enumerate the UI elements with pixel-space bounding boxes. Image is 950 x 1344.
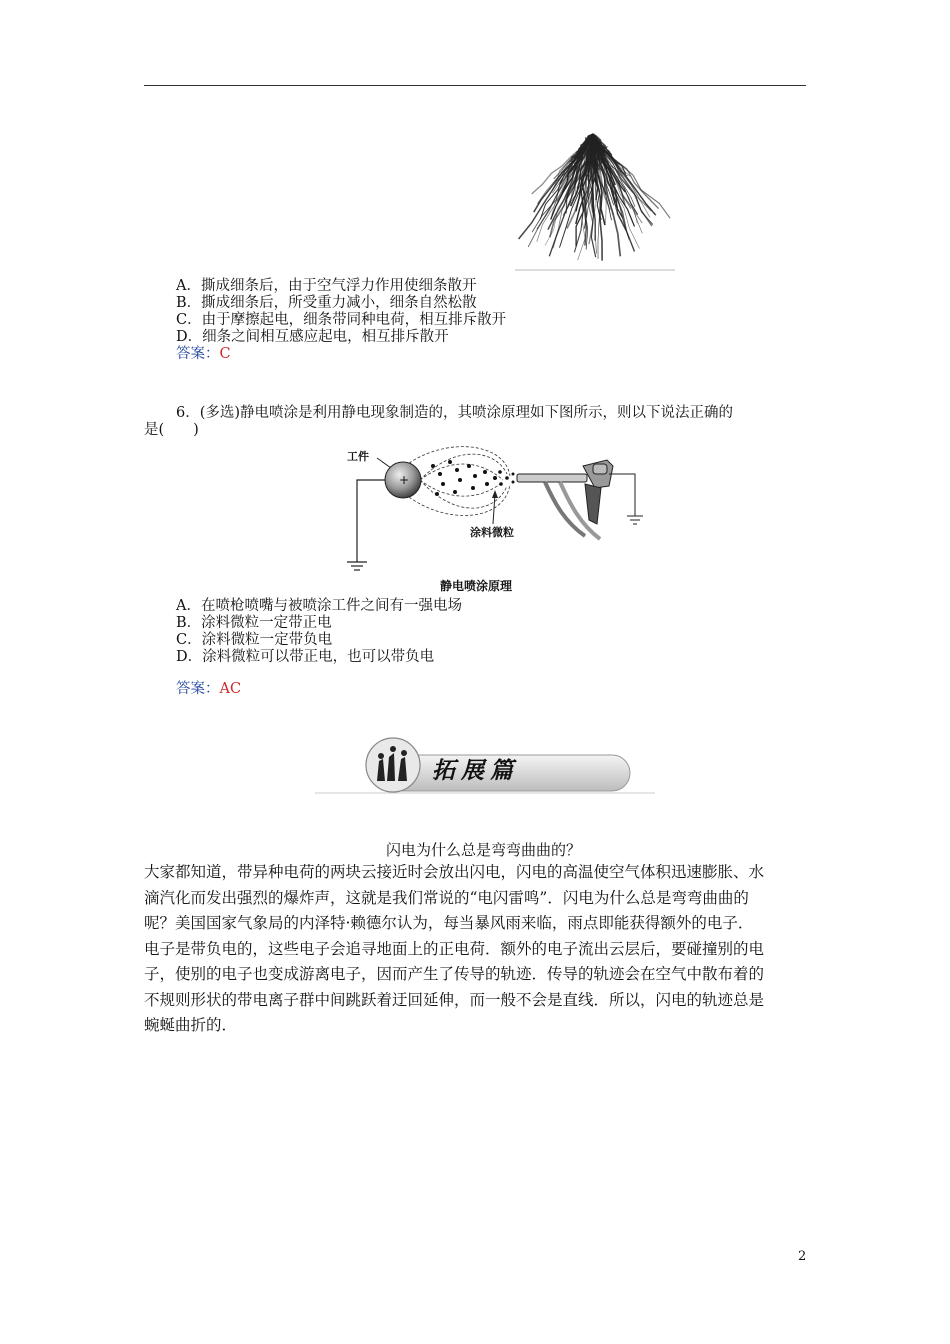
q5-option-a: A．撕成细条后，由于空气浮力作用使细条散开 xyxy=(176,278,477,294)
q6-answer-value: AC xyxy=(219,681,242,697)
q6-stem-line1: 6．(多选)静电喷涂是利用静电现象制造的，其喷涂原理如下图所示，则以下说法正确的 xyxy=(176,405,734,421)
q5-answer-value: C xyxy=(219,346,231,362)
banner-title: 拓展篇 xyxy=(432,757,519,784)
article-title: 闪电为什么总是弯弯曲曲的？ xyxy=(386,841,582,859)
q5-option-c: C．由于摩擦起电，细条带同种电荷，相互排斥散开 xyxy=(176,312,507,328)
figure-caption: 静电喷涂原理 xyxy=(440,579,513,593)
article-line: 呢？美国国家气象局的内泽特·赖德尔认为，每当暴风雨来临，雨点即能获得额外的电子． xyxy=(144,914,754,932)
page-number: 2 xyxy=(798,1249,807,1264)
article-line: 大家都知道，带异种电荷的两块云接近时会放出闪电，闪电的高温使空气体积迅速膨胀、水 xyxy=(144,863,765,881)
header-rule xyxy=(144,85,806,86)
q6-option-b: B．涂料微粒一定带正电 xyxy=(176,615,332,631)
charge-symbol: + xyxy=(399,473,410,487)
q6-stem-line2: 是( ) xyxy=(144,422,199,438)
q5-answer-label: 答案： xyxy=(176,346,220,362)
electrostatic-spray-figure xyxy=(345,444,645,574)
q6-option-c: C．涂料微粒一定带负电 xyxy=(176,632,333,648)
q5-option-b: B．撕成细条后，所受重力减小，细条自然松散 xyxy=(176,295,477,311)
q6-option-d: D．涂料微粒可以带正电，也可以带负电 xyxy=(176,649,435,665)
q5-option-d: D．细条之间相互感应起电，相互排斥散开 xyxy=(176,329,449,345)
paper-strips-figure xyxy=(505,126,683,272)
q6-answer xyxy=(176,680,241,698)
article-line: 蜿蜒曲折的． xyxy=(144,1016,238,1034)
article-body xyxy=(144,860,808,1039)
q6-answer-label: 答案： xyxy=(176,681,220,697)
particles-label: 涂料微粒 xyxy=(470,526,514,539)
article-line: 电子是带负电的，这些电子会追寻地面上的正电荷．额外的电子流出云层后，要碰撞别的电 xyxy=(144,939,765,958)
q5-answer xyxy=(176,345,231,363)
workpiece-label: 工件 xyxy=(347,450,369,463)
article-line: 滴汽化而发出强烈的爆炸声，这就是我们常说的“电闪雷鸣”．闪电为什么总是弯弯曲曲的 xyxy=(144,888,749,907)
article-line: 子，使别的电子也变成游离电子，因而产生了传导的轨迹．传导的轨迹会在空气中散布着的 xyxy=(144,965,765,983)
article-line: 不规则形状的带电离子群中间跳跃着迂回延伸，而一般不会是直线．所以，闪电的轨迹总是 xyxy=(144,990,765,1009)
q6-option-a: A．在喷枪喷嘴与被喷涂工件之间有一强电场 xyxy=(176,598,462,614)
